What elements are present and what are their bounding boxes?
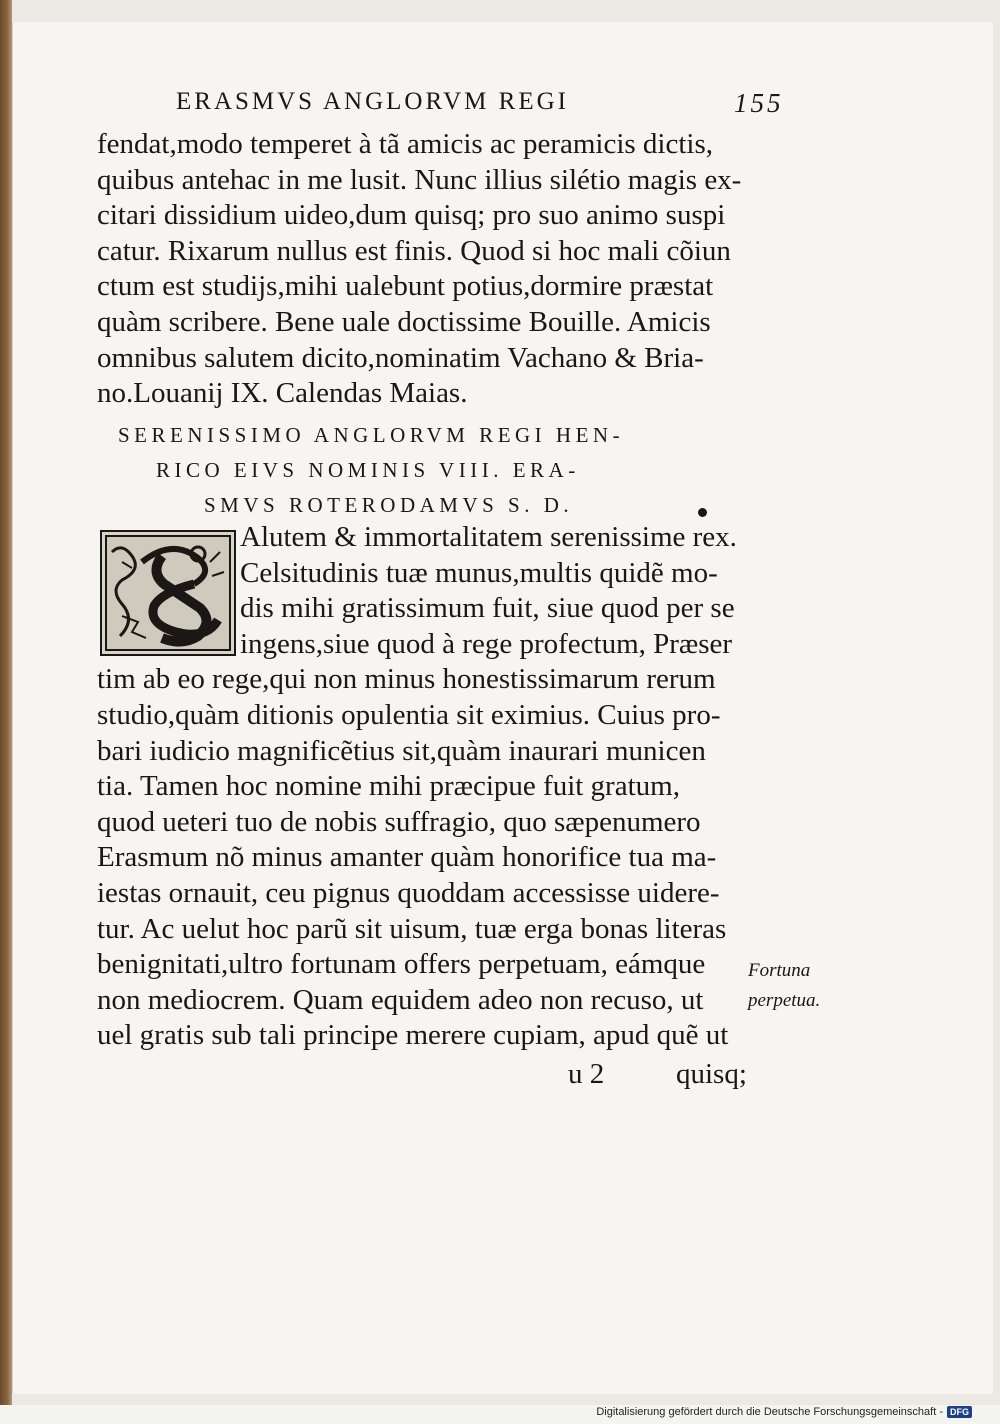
text-line: ingens,siue quod à rege profectum, Præser [240, 627, 733, 660]
text-line: quàm scribere. Bene uale doctissime Bouille. Amicis [97, 305, 711, 338]
heading-line: SERENISSIMO ANGLORVM REGI HEN- [118, 423, 625, 447]
text-line: no.Louanij IX. Calendas Maias. [97, 377, 468, 410]
text-line: citari dissidium uideo,dum quisq; pro suo animo suspi [97, 199, 726, 232]
letter-heading [118, 418, 758, 523]
text-line: Celsitudinis tuæ munus,multis quidẽ mo- [240, 556, 718, 589]
marginal-note-line: Fortuna [748, 960, 811, 981]
text-line: ctum est studijs,mihi ualebunt potius,dormire præstat [97, 270, 714, 303]
footer-credit-text: Digitalisierung gefördert durch die Deutsche Forschungsgemeinschaft - [596, 1406, 943, 1418]
ornament-dot [698, 508, 707, 517]
text-line: fendat,modo temperet à tã amicis ac peramicis dictis, [97, 128, 714, 160]
text-line: quibus antehac in me lusit. Nunc illius silétio magis ex- [97, 163, 742, 196]
marginal-note-line: perpetua. [748, 990, 821, 1011]
text-line: iestas ornauit, ceu pignus quoddam accessisse uidere- [97, 876, 720, 909]
text-line: studio,quàm ditionis opulentia sit eximius. Cuius pro- [97, 698, 721, 731]
text-line: omnibus salutem dicito,nominatim Vachano & Bria- [97, 341, 704, 374]
text-line: Alutem & immortalitatem serenissime rex. [240, 521, 737, 553]
footer-credit [596, 1406, 972, 1418]
heading-line: SMVS ROTERODAMVS S. D. [204, 493, 574, 517]
text-line: benignitati,ultro fortunam offers perpetuam, eámque [97, 948, 706, 981]
text-line: tia. Tamen hoc nomine mihi præcipue fuit gratum, [97, 770, 680, 803]
text-line: Erasmum nõ minus amanter quàm honorifice tua ma- [97, 841, 717, 874]
marginal-note [748, 956, 838, 1016]
text-line: tim ab eo rege,qui non minus honestissimarum rerum [97, 663, 716, 696]
book-spine [0, 0, 12, 1405]
letter-body [97, 520, 757, 1054]
catchword: quisq; [676, 1058, 747, 1090]
letter-end-text [97, 127, 757, 412]
running-head-title: ERASMVS ANGLORVM REGI [176, 88, 569, 115]
heading-line: RICO EIVS NOMINIS VIII. ERA- [156, 458, 580, 482]
text-line: bari iudicio magnificẽtius sit,quàm inaurari municen [97, 734, 706, 767]
text-line: tur. Ac uelut hoc parũ sit uisum, tuæ erga bonas literas [97, 912, 727, 945]
page-number: 155 [734, 88, 784, 118]
text-line: non mediocrem. Quam equidem adeo non recuso, ut [97, 983, 704, 1016]
dfg-logo: DFG [947, 1406, 972, 1418]
text-line: catur. Rixarum nullus est finis. Quod si hoc mali cõiun [97, 234, 731, 267]
text-line: uel gratis sub tali principe merere cupiam, apud quẽ ut [97, 1019, 729, 1052]
text-line: dis mihi gratissimum fuit, siue quod per se [240, 592, 735, 625]
text-line: quod ueteri tuo de nobis suffragio, quo sæpenumero [97, 805, 701, 838]
signature-mark: u 2 [568, 1058, 605, 1090]
